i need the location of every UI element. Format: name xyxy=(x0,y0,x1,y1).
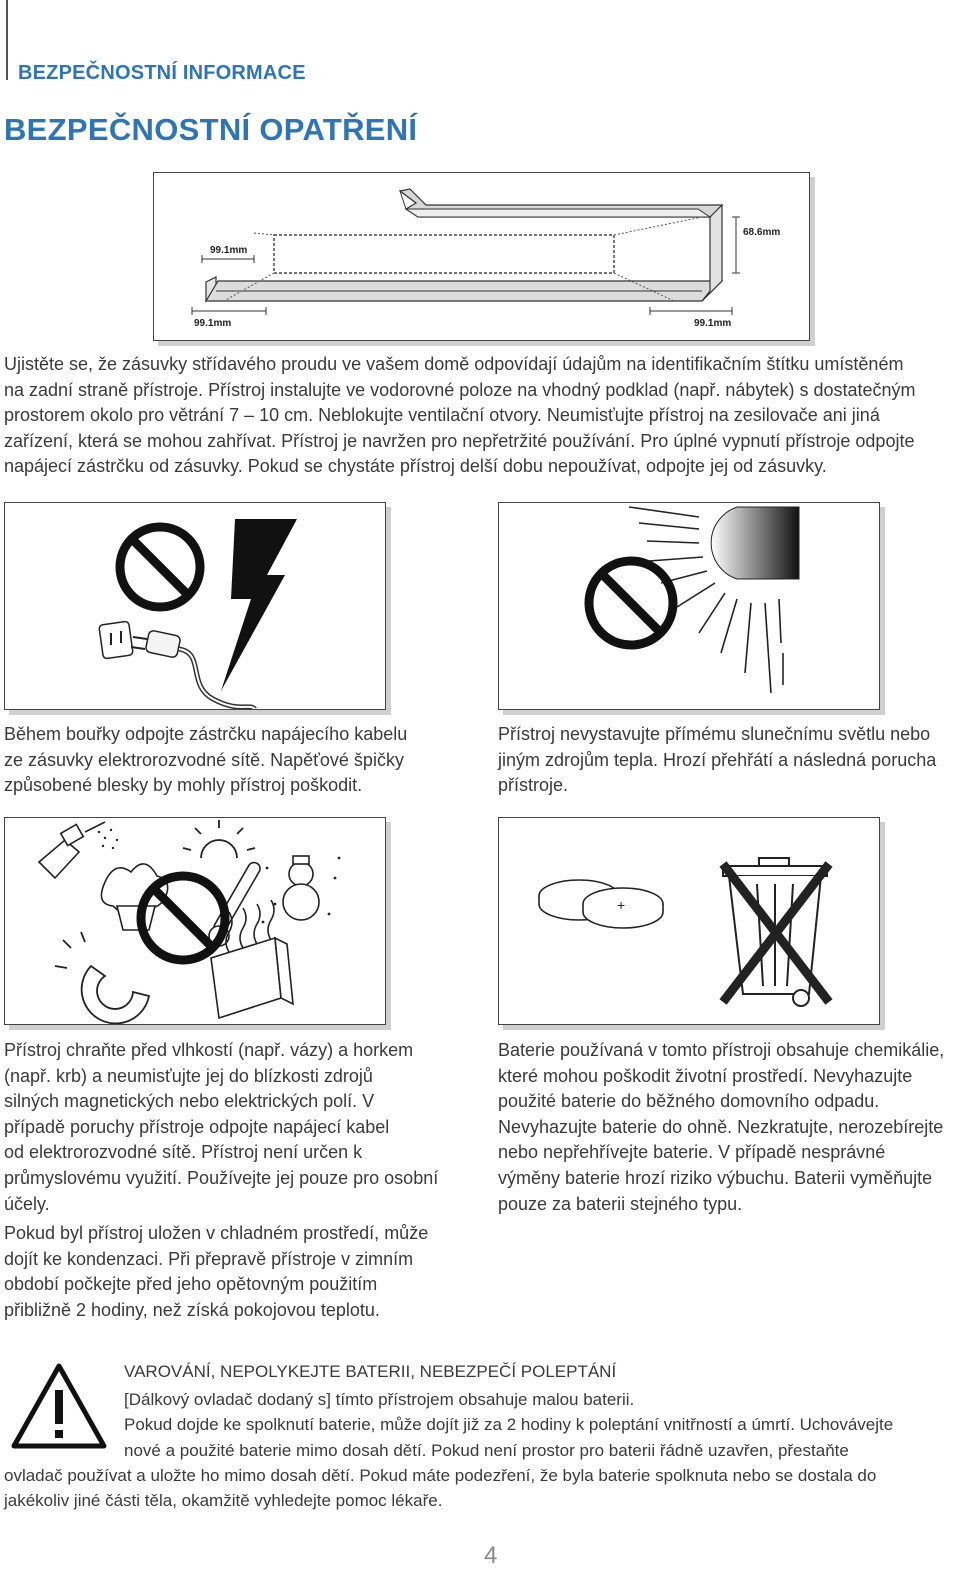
sun-line: přístroje. xyxy=(498,775,569,796)
battery-line: nebo nepřehřívejte baterie. V případě nesprávné xyxy=(498,1142,886,1163)
lightning-bolt-icon xyxy=(221,519,297,691)
intro-line: napájecí zástrčku od zásuvky. Pokud se chystáte přístroj delší dobu nepoužívat, odpojte jej od zásuvky. xyxy=(4,456,827,477)
section-label: BEZPEČNOSTNÍ INFORMACE xyxy=(18,62,306,84)
condensation-line: dojít ke kondenzaci. Při přepravě přístroje v zimním xyxy=(4,1248,414,1269)
intro-line: Ujistěte se, že zásuvky střídavého proudu ve vašem domě odpovídají údajům na identifikačním štítku umístěném xyxy=(4,354,904,374)
power-plug-icon xyxy=(131,630,255,709)
install-clearance-drawing xyxy=(154,173,809,340)
moisture-line: od elektrorozvodné sítě. Přístroj není určen k xyxy=(4,1142,363,1163)
intro-line: prostorem okolo pro větrání 7 – 10 cm. Neblokujte ventilační otvory. Neumisťujte přístroj na zesilovače ani jiná xyxy=(4,405,880,426)
spray-bottle-icon xyxy=(39,822,118,878)
intro-line: zařízení, která se mohou zahřívat. Přístroj je navržen pro nepřetržité používání. Pro úplné vypnutí přístroje odpojte xyxy=(4,430,915,451)
moisture-line: případě poruchy přístroje odpojte napájecí kabel xyxy=(4,1116,390,1137)
intro-paragraph xyxy=(4,352,956,480)
warning-line: jakékoliv jiné části těla, okamžitě vyhledejte pomoc lékaře. xyxy=(4,1491,443,1511)
sunlight-warning-figure xyxy=(498,502,880,710)
warning-text-continued xyxy=(4,1463,956,1514)
dim-top-right-label: 68.6mm xyxy=(743,227,781,238)
svg-text:+: + xyxy=(617,897,626,913)
condensation-line: období počkejte před jeho opětovným použitím xyxy=(4,1274,378,1295)
battery-line: Baterie používaná v tomto přístroji obsahuje chemikálie, xyxy=(498,1040,945,1060)
coin-battery-icon xyxy=(539,880,663,928)
condensation-line: Pokud byl přístroj uložen v chladném prostředí, může xyxy=(4,1223,429,1243)
warning-text xyxy=(124,1387,954,1463)
warning-line: Pokud dojde ke spolknutí baterie, může dojít již za 2 hodiny k poleptání vnitřností a úmrtí. Uchovávejte xyxy=(124,1415,894,1435)
intro-line: na zadní straně přístroje. Přístroj instalujte ve vodorovné poloze na vhodný podklad (např. nábytek) s dostatečným xyxy=(4,379,916,400)
dim-bottom-left-label: 99.1mm xyxy=(194,318,232,329)
warning-line: [Dálkový ovladač dodaný s] tímto přístrojem obsahuje malou baterii. xyxy=(124,1390,635,1409)
warning-triangle-icon xyxy=(10,1362,108,1450)
prohibition-icon xyxy=(589,561,673,645)
moisture-text xyxy=(4,1038,474,1217)
moisture-line: silných magnetických nebo elektrických polí. V xyxy=(4,1091,375,1112)
sun-small-icon xyxy=(183,820,255,858)
warning-title: VAROVÁNÍ, NEPOLYKEJTE BATERII, NEBEZPEČÍ POLEPTÁNÍ xyxy=(124,1362,617,1381)
storm-text xyxy=(4,722,474,799)
warning-line: ovladač používat a uložte ho mimo dosah dětí. Pokud máte podezření, že byla baterie spolknuta nebo se dostala do xyxy=(4,1466,877,1485)
battery-line: pouze za baterii stejného typu. xyxy=(498,1193,743,1214)
moisture-line: průmyslovému využití. Používejte jej pouze pro osobní xyxy=(4,1167,439,1188)
sun-line: Přístroj nevystavujte přímému slunečnímu světlu nebo xyxy=(498,724,931,744)
storm-warning-figure xyxy=(4,502,386,710)
storm-line: Během bouřky odpojte zástrčku napájecího kabelu xyxy=(4,724,408,744)
warning-line: nové a použité baterie mimo dosah dětí. Pokud není prostor pro baterii řádně uzavřen, přestaňte xyxy=(124,1440,849,1460)
crossed-bin-icon xyxy=(723,858,829,1006)
moisture-heat-warning-figure xyxy=(4,817,386,1025)
dim-bottom-right-label: 99.1mm xyxy=(694,318,732,329)
storm-line: ze zásuvky elektrorozvodné sítě. Napěťové špičky xyxy=(4,749,404,770)
magnet-icon xyxy=(55,932,149,1023)
sun-icon xyxy=(711,507,799,579)
sun-line: jiným zdrojům tepla. Hrozí přehřátí a následná porucha xyxy=(498,749,937,770)
moisture-line: (např. krb) a neumisťujte jej do blízkosti zdrojů xyxy=(4,1065,373,1086)
battery-line: Nevyhazujte baterie do ohně. Nezkratujte, nerozebírejte xyxy=(498,1116,944,1137)
sunlight-text xyxy=(498,722,958,799)
page-title: BEZPEČNOSTNÍ OPATŘENÍ xyxy=(4,112,418,147)
wall-socket-icon xyxy=(99,621,133,659)
battery-line: které mohou poškodit životní prostředí. Nevyhazujte xyxy=(498,1065,913,1086)
storm-line: způsobené blesky by mohly přístroj poškodit. xyxy=(4,775,363,796)
install-clearance-figure xyxy=(153,172,810,341)
condensation-line: přibližně 2 hodiny, než získá pokojovou teplotu. xyxy=(4,1299,380,1320)
moisture-line: Přístroj chraňte před vlhkostí (např. vázy) a horkem xyxy=(4,1040,414,1060)
header-side-rule xyxy=(6,0,8,80)
battery-disposal-figure xyxy=(498,817,880,1025)
battery-text xyxy=(498,1038,960,1217)
condensation-text xyxy=(4,1221,474,1323)
moisture-line: účely. xyxy=(4,1193,50,1214)
prohibition-icon xyxy=(141,876,225,960)
page-number: 4 xyxy=(484,1542,498,1569)
dim-left-label: 99.1mm xyxy=(210,245,248,256)
prohibition-icon xyxy=(120,527,200,607)
battery-line: použité baterie do běžného domovního odpadu. xyxy=(498,1091,880,1112)
battery-line: výměny baterie hrozí riziko výbuchu. Baterii vyměňujte xyxy=(498,1167,933,1188)
